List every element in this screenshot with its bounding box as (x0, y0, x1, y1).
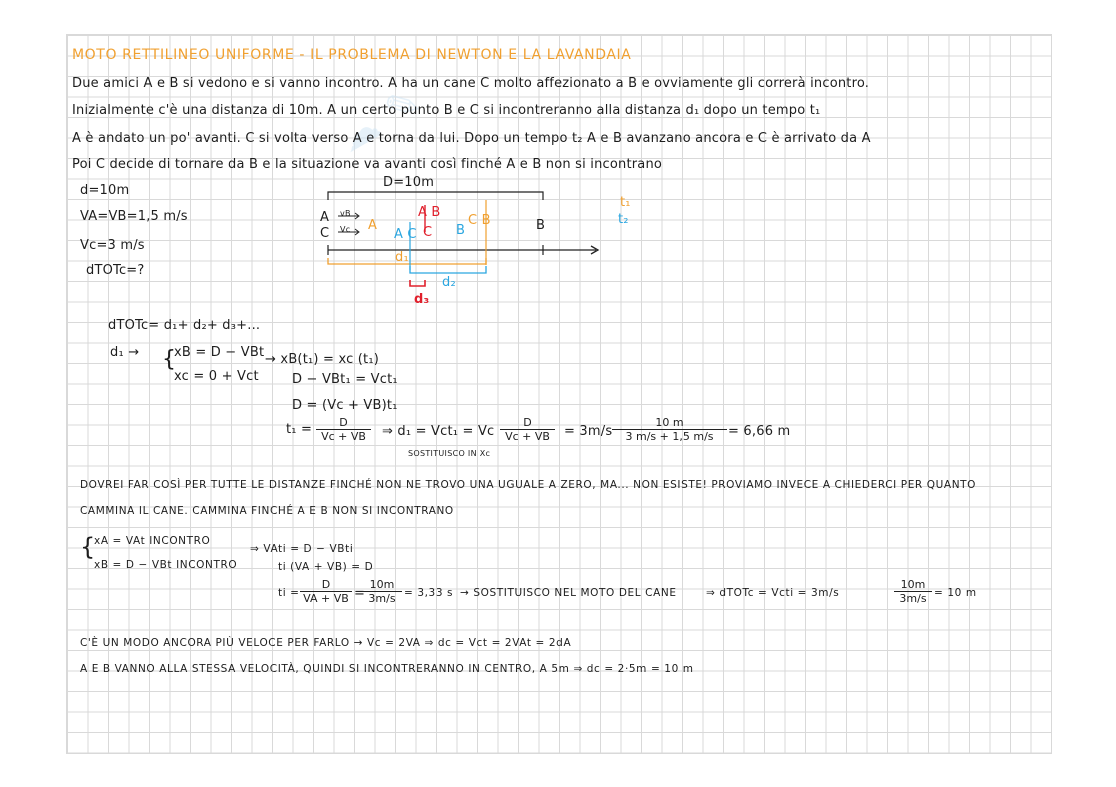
legend-t1: t₁ (620, 195, 631, 210)
eq-dtot-result: = 10 m (934, 587, 977, 599)
final-line-2: A E B VANNO ALLA STESSA VELOCITÀ, QUINDI SI INCONTRERANNO IN CENTRO, A 5m ⇒ dc = 2·5m = 10 m (80, 663, 694, 675)
eq-d1-numeric: = 3m/s (564, 424, 613, 439)
eq-d-sum: D = (Vc + VB)t₁ (292, 398, 398, 413)
diagram-arrow-vc: Vc (340, 225, 351, 234)
diagram-d3-label: d₃ (414, 292, 430, 307)
eq-d-minus: D − VBt₁ = Vct₁ (292, 372, 398, 387)
eq-va-ti: ⇒ VAti = D − VBti (250, 543, 354, 555)
diagram-orange-A: A (368, 218, 378, 233)
para2-line-1: DOVREI FAR COSÌ PER TUTTE LE DISTANZE FINCHÉ NON NE TROVO UNA UGUALE A ZERO, MA... NON ESISTE! PROVIAMO INVECE A CHIEDERCI PER QUANTO (80, 479, 977, 491)
eq-ti-value: = 3,33 s (404, 587, 454, 599)
system-brace-1: { (162, 347, 177, 372)
eq-t1-fraction: $\frac{D}{Vc + VB}$ (316, 416, 371, 443)
eq-d1-numeric-fraction: $\frac{10 m}{3 m/s + 1,5 m/s}$ (612, 416, 727, 443)
final-line-1: C'È UN MODO ANCORA PIÙ VELOCE PER FARLO → Vc = 2VA ⇒ dc = Vct = 2VAt = 2dA (80, 637, 572, 649)
eq-ti-sum: ti (VA + VB) = D (278, 561, 374, 573)
given-dtot: dTOTc=? (86, 263, 145, 278)
intro-line-2: Inizialmente c'è una distanza di 10m. A un certo punto B e C si incontreranno alla distanza d₁ dopo un tempo t₁ (72, 103, 821, 118)
eq-t1-lhs: t₁ = (286, 422, 313, 437)
eq-xb-incontro: xB = D − VBt INCONTRO (94, 559, 238, 571)
diagram-red-C: C (423, 225, 433, 240)
eq-d1-fraction: $\frac{D}{Vc + VB}$ (500, 416, 555, 443)
eq-xb: xB = D − VBt (174, 345, 265, 360)
intro-line-3: A è andato un po' avanti. C si volta verso A e torna da lui. Dopo un tempo t₂ A e B avanzano ancora e C è arrivato da A (72, 131, 871, 146)
legend-t2: t₂ (618, 212, 629, 227)
diagram-C-start: C (320, 226, 330, 241)
eq-dtot-fraction: $\frac{10m}{3m/s}$ (894, 578, 932, 605)
intro-line-1: Due amici A e B si vedono e si vanno incontro. A ha un cane C molto affezionato a B e ovviamente gli correrà incontro. (72, 76, 870, 91)
watermark-logo: ☁ ✎ (330, 78, 430, 162)
eq-d1-value: ⇒ d₁ = Vct₁ = Vc (382, 424, 495, 439)
diagram-B-start: B (536, 218, 546, 233)
eq-ti-lhs: ti = (278, 587, 300, 599)
page-title: MOTO RETTILINEO UNIFORME - IL PROBLEMA DI NEWTON E LA LAVANDAIA (72, 47, 632, 63)
eq-ti-mid: = (354, 586, 366, 601)
para2-line-2: CAMMINA IL CANE. CAMMINA FINCHÉ A E B NON SI INCONTRANO (80, 505, 454, 517)
note-sostituisco: SOSTITUISCO IN Xc (408, 449, 491, 458)
diagram-blue-B: B (456, 223, 466, 238)
eq-ti-fraction-2: $\frac{10m}{3m/s}$ (362, 578, 402, 605)
diagram-blue-A-C: A C (394, 227, 417, 242)
motion-diagram (300, 170, 640, 310)
eq-xb-equals-xc: → xB(t₁) = xc (t₁) (265, 352, 380, 367)
given-d: d=10m (80, 183, 130, 198)
diagram-d2-label: d₂ (442, 275, 456, 290)
system-brace-2: { (80, 533, 96, 561)
eq-d1-result: = 6,66 m (728, 424, 791, 439)
d1-label: d₁ → (110, 345, 140, 360)
eq-xa-incontro: xA = VAt INCONTRO (94, 535, 211, 547)
intro-line-4: Poi C decide di tornare da B e la situazione va avanti così finché A e B non si incontrano (72, 157, 663, 172)
diagram-arrow-vb: vB (340, 209, 351, 218)
note-sostituisco-cane: → SOSTITUISCO NEL MOTO DEL CANE (460, 587, 677, 599)
eq-dtot-cane: ⇒ dTOTc = Vcti = 3m/s (706, 587, 840, 599)
diagram-red-A-B: A B (418, 205, 441, 220)
diagram-A-start: A (320, 210, 330, 225)
diagram-D-label: D=10m (383, 175, 435, 190)
eq-ti-fraction-1: $\frac{D}{VA + VB}$ (300, 578, 352, 605)
diagram-orange-C-B: C B (468, 213, 491, 228)
given-va-vb: VA=VB=1,5 m/s (80, 209, 188, 224)
diagram-d1-label: d₁ (395, 250, 409, 265)
dtot-sum: dTOTc= d₁+ d₂+ d₃+... (108, 318, 261, 333)
eq-xc: xc = 0 + Vct (174, 369, 259, 384)
given-vc: Vc=3 m/s (80, 238, 145, 253)
